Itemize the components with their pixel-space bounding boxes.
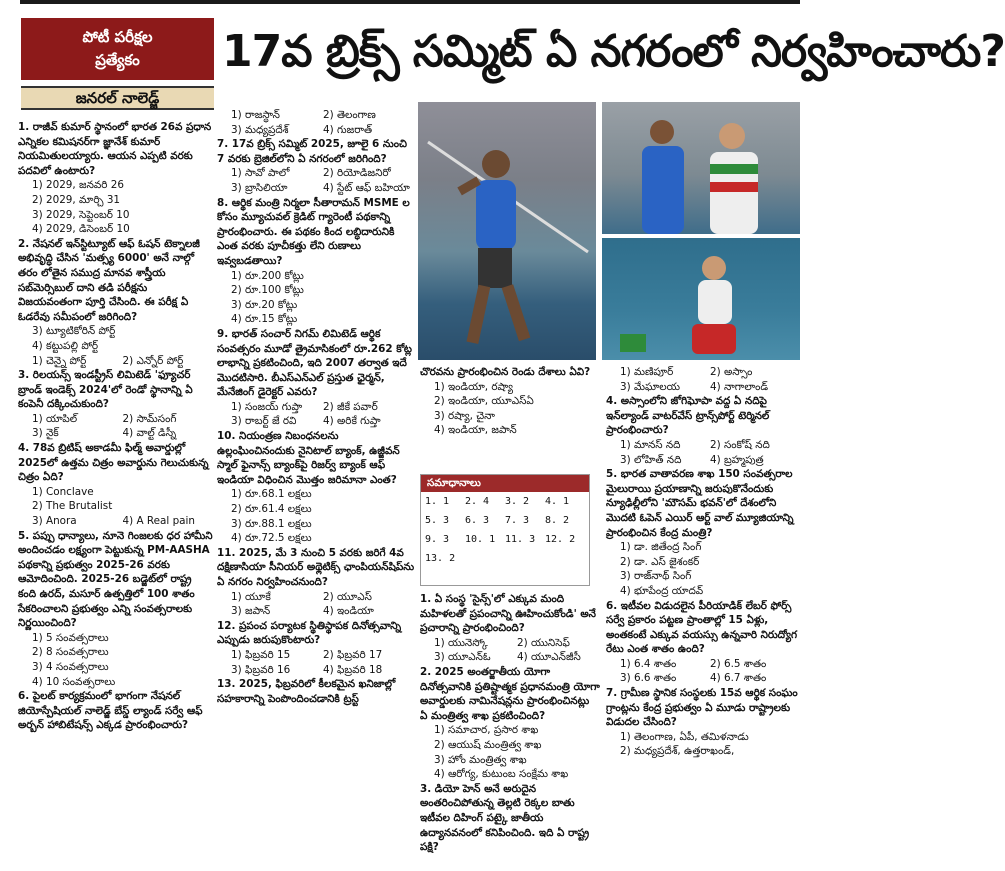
option-text: 4) కట్టుపల్లి పోర్ట్ bbox=[32, 339, 99, 352]
answer-item: 11. 3 bbox=[505, 534, 536, 545]
answer-item: 8. 2 bbox=[545, 515, 570, 526]
athletes-celebration-photo bbox=[602, 102, 800, 234]
option-row bbox=[420, 650, 600, 665]
option-text: 1) సంజయ్ గుప్తా bbox=[231, 400, 303, 413]
question-block bbox=[606, 394, 800, 467]
flag-stripe-shape bbox=[710, 182, 758, 192]
question-text: 9. భారత్ సంచార్ నిగమ్ లిమిటెడ్ ఆర్థిక సంవత్సరం మూడో త్రైమాసికంలో రూ.262 కోట్ల లాభాన్ని ప్రకటించింది, ఇది 2007 తర్వాత ఇదే మొదటిసారి. బీఎస్ఎన్ఎల్ ప్రస్తుత ఛైర్మన్, మేనేజింగ్ డైరెక్టర్ ఎవరు? bbox=[217, 327, 412, 399]
option-text: 1) మణిపూర్ bbox=[620, 366, 674, 378]
option-text: 4) 10 సంవత్సరాలు bbox=[32, 675, 116, 688]
option-row bbox=[217, 166, 415, 181]
option-text: 1) సావో పాలో bbox=[231, 167, 290, 180]
option-row bbox=[18, 514, 213, 529]
option-text: 1) 2029, జనవరి 26 bbox=[32, 179, 124, 192]
answer-item: 13. 2 bbox=[425, 553, 456, 564]
option-text: 4) 6.7 శాతం bbox=[710, 672, 767, 685]
option-row bbox=[217, 604, 415, 619]
option-text: 3) జపాన్ bbox=[231, 605, 271, 618]
option-text: 3) మధ్యప్రదేశ్ bbox=[231, 123, 289, 136]
option-text: 1) Conclave bbox=[32, 485, 94, 498]
option-text: 4) స్టేట్ ఆఫ్ బహియా bbox=[323, 181, 410, 194]
celebration-illustration bbox=[602, 102, 800, 234]
answer-key-heading: సమాధానాలు bbox=[421, 475, 589, 492]
option-text: 2) 2029, మార్చి 31 bbox=[32, 193, 121, 206]
option-text: 4) ఇండియా bbox=[323, 605, 374, 618]
question-block bbox=[420, 782, 600, 855]
section-label: జనరల్ నాలెడ్జ్ bbox=[21, 86, 214, 110]
question-block bbox=[606, 599, 800, 687]
option-text: 2) ఆయుష్ మంత్రిత్వ శాఖ bbox=[434, 738, 542, 751]
question-text: 12. ప్రపంచ పర్యాటక స్థితిస్థాపక దినోత్సవాన్ని ఎప్పుడు జరుపుకొంటారు? bbox=[217, 619, 402, 647]
option-text: 4) A Real pain bbox=[122, 515, 196, 528]
question-block bbox=[217, 196, 415, 327]
question-text: 6. పైలట్ కార్యక్రమంలో భాగంగా నేషనల్ జియోస్పేషియల్ నాలెడ్జ్ బేస్డ్ ల్యాండ్ సర్వే ఆఫ్ అర్బన్ హాబిటేషన్స్ ఎక్కడ ప్రారంభించారు? bbox=[18, 690, 203, 732]
option-text: 4) గుజరాత్ bbox=[323, 123, 373, 136]
question-block bbox=[18, 441, 213, 529]
question-text: 8. ఆర్థిక మంత్రి నిర్మలా సీతారామన్ MSME ల కోసం మ్యూచువల్ క్రెడిట్ గ్యారెంటీ పథకాన్ని ప్రారంభించారు. ఈ పథకం కింద లబ్ధిదారునికి ఎంత వరకు పూచీకత్తు లేని రుణాలు ఇవ్వబడతాయి? bbox=[217, 196, 410, 267]
question-text: 6. ఇటీవల విడుదలైన పీరియాడిక్ లేబర్ ఫోర్స్ సర్వే ప్రకారం పట్టణ ప్రాంతాల్లో 15 ఏళ్లు, అంతకంటే ఎక్కువ వయస్సు ఉన్నవారి నిరుద్యోగ రేటు ఎంత శాతం ఉంది? bbox=[606, 599, 798, 656]
option-text: 3) నైక్ bbox=[32, 427, 59, 440]
option-row bbox=[606, 438, 800, 453]
answer-item: 10. 1 bbox=[465, 534, 496, 545]
option-text: 1) చెన్నై పోర్ట్ bbox=[32, 354, 87, 367]
option-text: 3) బ్రాసిలియా bbox=[231, 181, 288, 194]
option-text: 1) రాజస్థాన్ bbox=[231, 109, 280, 121]
answer-item: 3. 2 bbox=[505, 496, 530, 507]
question-block bbox=[217, 619, 415, 677]
question-block bbox=[606, 365, 800, 394]
question-block bbox=[217, 546, 415, 619]
question-text: 4. 78వ బ్రిటిష్ అకాడమీ ఫిల్మ్ అవార్డుల్లో 2025లో ఉత్తమ చిత్రం అవార్డును గెలుచుకున్న చిత్రం ఏది? bbox=[18, 442, 209, 484]
option-text: 1) 6.4 శాతం bbox=[620, 657, 677, 670]
option-text: 3) 4 సంవత్సరాలు bbox=[32, 660, 109, 673]
question-text: చొరవను ప్రారంభించిన రెండు దేశాలు ఏవి? bbox=[420, 366, 591, 378]
option-text: 4) అరికే గుప్తా bbox=[323, 415, 381, 428]
option-text: 1) యూకే bbox=[231, 590, 271, 603]
option-text: 1) మానస్ నది bbox=[620, 438, 681, 451]
option-text: 2) 6.5 శాతం bbox=[710, 657, 767, 670]
option-text: 3) Anora bbox=[32, 515, 77, 528]
option-text: 4) యూఎన్‌జీసీ bbox=[517, 651, 581, 664]
question-block bbox=[18, 529, 213, 690]
question-block bbox=[217, 108, 415, 137]
option-text: 4) ఇండియా, జపాన్ bbox=[434, 424, 517, 437]
option-text: 2) మధ్యప్రదేశ్, ఉత్తరాఖండ్, bbox=[620, 745, 735, 758]
question-block bbox=[606, 686, 800, 759]
athlete-head-shape bbox=[702, 256, 726, 280]
column-2 bbox=[217, 108, 415, 871]
kneeling-illustration bbox=[602, 238, 800, 360]
option-text: 1) ఇండియా, రష్యా bbox=[434, 380, 514, 393]
question-text: 5. భారత వాతావరణ శాఖ 150 సంవత్సరాల మైలురాయి ప్రయాణాన్ని జరుపుకొనేందుకు న్యూఢిల్లీలోని 'మౌసమ్ భవన్'లో దేశంలోని మొదటి ఓపెన్ ఎయిర్ ఆర్ట్ వాల్ మ్యూజియాన్ని ప్రారంభించిన కేంద్ర మంత్రి? bbox=[606, 468, 794, 539]
question-block bbox=[217, 429, 415, 546]
question-text: 11. 2025, మే 3 నుంచి 5 వరకు జరిగే 4వ దక్షిణాసియా సీనియర్ అథ్లెటిక్స్ ఛాంపియన్‌షిప్‌ను ఏ నగరం నిర్వహించనుంది? bbox=[217, 546, 415, 588]
option-text: 2) ఇండియా, యూఎస్ఏ bbox=[434, 395, 534, 408]
option-text: 3) హోం మంత్రిత్వ శాఖ bbox=[434, 753, 527, 766]
option-text: 2) The Brutalist bbox=[32, 500, 113, 513]
option-text: 4) భూపేంద్ర యాదవ్ bbox=[620, 584, 704, 597]
option-text: 4) రూ.72.5 లక్షలు bbox=[231, 532, 312, 545]
top-rule bbox=[20, 0, 800, 4]
question-text: 13. 2025, ఫిబ్రవరిలో కీలకమైన ఖనిజాల్లో సహకారాన్ని పెంపొందించడానికి ట్రస్ట్ bbox=[217, 678, 396, 705]
answer-item: 7. 3 bbox=[505, 515, 530, 526]
question-text: 1. ఏ సంస్థ 'సైన్స్‌'లో ఎక్కువ మంది మహిళలతో ప్రపంచాన్ని ఊహించుకోండి' అనే ప్రచారాన్ని ప్రారంభించింది? bbox=[420, 593, 596, 635]
option-text: 4) బ్రహ్మపుత్ర bbox=[710, 453, 764, 466]
option-row bbox=[18, 426, 213, 441]
athlete-jersey-shape bbox=[642, 146, 684, 234]
athlete-kneeling-photo bbox=[602, 238, 800, 360]
exam-special-banner bbox=[21, 18, 214, 80]
question-block bbox=[18, 120, 213, 237]
column-3 bbox=[420, 365, 600, 471]
athlete-shorts-shape bbox=[478, 248, 512, 288]
option-row bbox=[18, 354, 213, 369]
question-text: 7. గ్రామీణ స్థానిక సంస్థలకు 15వ ఆర్థిక సంఘం గ్రాంట్లను కేంద్ర ప్రభుత్వం ఏ మూడు రాష్ట్రాలకు విడుదల చేసింది? bbox=[606, 687, 798, 729]
option-text: 1) తెలంగాణ, ఏపీ, తమిళనాడు bbox=[620, 730, 749, 743]
athlete-head-shape bbox=[650, 120, 674, 144]
option-row bbox=[217, 590, 415, 605]
option-text: 3) రాబర్ట్ జే రవి bbox=[231, 415, 297, 428]
javelin-thrower-illustration bbox=[418, 102, 596, 360]
option-row bbox=[217, 648, 415, 663]
athlete-leg-shape bbox=[502, 284, 531, 341]
flag-stripe-shape bbox=[710, 164, 758, 174]
question-block bbox=[420, 365, 600, 438]
athlete-jersey-shape bbox=[476, 180, 516, 250]
question-text: 7. 17వ బ్రిక్స్ సమ్మిట్ 2025, జూలై 6 నుంచి 7 వరకు బ్రెజిల్‌లోని ఏ నగరంలో జరిగింది? bbox=[217, 138, 407, 165]
option-text: 1) 5 సంవత్సరాలు bbox=[32, 631, 109, 644]
question-text: 4. అస్సాంలోని జోగిఘోపా వద్ద ఏ నదిపై ఇన్‌ల్యాండ్ వాటర్‌వేస్ ట్రాన్స్‌పోర్ట్ టెర్మినల్ ప్రారంభించారు? bbox=[606, 395, 770, 437]
option-row bbox=[18, 412, 213, 427]
option-text: 2) జీకే పవార్ bbox=[323, 400, 378, 413]
option-text: 3) రూ.20 కోట్లు bbox=[231, 298, 298, 311]
answer-item: 5. 3 bbox=[425, 515, 450, 526]
option-text: 3) రష్యా, చైనా bbox=[434, 409, 495, 422]
option-text: 2) ఎన్నోర్ పోర్ట్ bbox=[122, 354, 184, 367]
option-row bbox=[217, 663, 415, 678]
question-block bbox=[420, 592, 600, 665]
option-text: 4) వాల్ట్ డిస్నీ bbox=[122, 427, 177, 440]
answer-item: 4. 1 bbox=[545, 496, 570, 507]
column-4 bbox=[420, 592, 600, 871]
option-row bbox=[420, 636, 600, 651]
question-block bbox=[18, 237, 213, 368]
option-text: 2) రూ.61.4 లక్షలు bbox=[231, 503, 312, 516]
javelin-thrower-photo bbox=[418, 102, 596, 360]
option-text: 3) ఫిబ్రవరి 16 bbox=[231, 663, 291, 676]
athlete-head-shape bbox=[719, 123, 745, 149]
athlete-jersey-shape bbox=[698, 280, 732, 324]
option-text: 3) రాజ్‌నాథ్ సింగ్ bbox=[620, 570, 692, 583]
question-block bbox=[217, 677, 415, 706]
question-block bbox=[217, 327, 415, 429]
question-block bbox=[18, 689, 213, 733]
answer-item: 12. 2 bbox=[545, 534, 576, 545]
page-title: 17వ బ్రిక్స్ సమ్మిట్ ఏ నగరంలో నిర్వహించారు? bbox=[222, 26, 1005, 77]
banner-line-2: ప్రత్యేకం bbox=[95, 51, 140, 69]
flag-shape bbox=[620, 334, 646, 352]
banner-line-1: పోటీ పరీక్షల bbox=[82, 28, 153, 46]
option-text: 1) యునెస్కో bbox=[434, 636, 488, 649]
answer-item: 9. 3 bbox=[425, 534, 450, 545]
option-text: 3) ట్యూటికోరిన్ పోర్ట్ bbox=[32, 325, 116, 338]
answer-item: 2. 4 bbox=[465, 496, 490, 507]
option-text: 2) ఫిబ్రవరి 17 bbox=[323, 648, 383, 661]
athlete-head-shape bbox=[482, 150, 510, 178]
option-text: 2) సామ్‌సంగ్ bbox=[122, 412, 177, 425]
option-text: 4) 2029, డిసెంబర్ 10 bbox=[32, 223, 130, 236]
option-text: 2) యునిసెఫ్ bbox=[517, 636, 570, 649]
option-row bbox=[606, 657, 800, 672]
option-text: 2) యూఎస్ bbox=[323, 590, 372, 603]
option-text: 1) డా. జితేంద్ర సింగ్ bbox=[620, 541, 702, 554]
question-text: 3. డియో హెన్ అనే అరుదైన అంతరించిపోతున్న తెల్లటి రెక్కల బాతు ఇటీవల దిహింగ్ పట్కై జాతీయ ఉద్యానవనంలో కనిపించింది. ఇది ఏ రాష్ట్ర పక్షి? bbox=[420, 782, 590, 854]
option-text: 1) ఫిబ్రవరి 15 bbox=[231, 648, 291, 661]
answer-item: 6. 3 bbox=[465, 515, 490, 526]
option-text: 4) ఆరోగ్య, కుటుంబ సంక్షేమ శాఖ bbox=[434, 768, 569, 781]
question-text: 3. రిలయన్స్ ఇండస్ట్రీస్ లిమిటెడ్ 'ఫ్యూచర్ బ్రాండ్ ఇండెక్స్ 2024'లో రెండో స్థానాన్ని ఏ కంపెనీ దక్కించుకుంది? bbox=[18, 369, 193, 411]
option-text: 2) సంకోష్ నది bbox=[710, 438, 770, 451]
flag-shape bbox=[692, 324, 736, 354]
answer-item: 1. 1 bbox=[425, 496, 450, 507]
column-5 bbox=[606, 365, 800, 871]
question-text: 5. పప్పు ధాన్యాలు, నూనె గింజలకు ధర హామీని అందించడం లక్ష్యంగా పెట్టుకున్న PM-AASHA పథకాన్ని ప్రభుత్వం 2025-26 వరకు ఆమోదించింది. 2025-26 బడ్జెట్‌లో రాష్ట్ర కంది ఉరద్, మసూర్ ఉత్పత్తిలో 100 శాతం సేకరించాలని ప్రభుత్వం ఎన్ని సంవత్సరాలకు నిర్ణయించింది? bbox=[18, 529, 213, 630]
option-text: 2) 8 సంవత్సరాలు bbox=[32, 646, 109, 659]
option-text: 3) 2029, సెప్టెంబర్ 10 bbox=[32, 208, 130, 221]
option-text: 4) రూ.15 కోట్లు bbox=[231, 313, 298, 326]
option-text: 3) రూ.88.1 లక్షలు bbox=[231, 517, 312, 530]
option-row bbox=[606, 380, 800, 395]
option-text: 1) రూ.200 కోట్లు bbox=[231, 269, 304, 282]
option-text: 3) 6.6 శాతం bbox=[620, 672, 677, 685]
option-row bbox=[217, 123, 415, 138]
option-row bbox=[217, 181, 415, 196]
option-row bbox=[606, 365, 800, 380]
athlete-leg-shape bbox=[466, 285, 490, 344]
option-text: 2) డా. ఎస్ జైశంకర్ bbox=[620, 555, 700, 568]
option-text: 2) తెలంగాణ bbox=[323, 109, 376, 121]
question-block bbox=[217, 137, 415, 195]
option-text: 3) యూఎన్‌ఓ bbox=[434, 651, 491, 664]
question-block bbox=[606, 467, 800, 598]
option-row bbox=[217, 414, 415, 429]
option-text: 4) ఫిబ్రవరి 18 bbox=[323, 663, 383, 676]
question-text: 2. 2025 అంతర్జాతీయ యోగా దినోత్సవానికి ప్రతిష్టాత్మక ప్రధానమంత్రి యోగా అవార్డులకు నామినేషన్లను ప్రారంభించినట్లు ఏ మంత్రిత్వ శాఖ ప్రకటించింది? bbox=[420, 665, 600, 722]
option-text: 3) మేఘాలయ bbox=[620, 380, 681, 393]
question-text: 1. రాజీవ్ కుమార్ స్థానంలో భారత 26వ ప్రధాన ఎన్నికల కమిషనర్‌గా జ్ఞానేశ్ కుమార్ నియమితులయ్యారు. ఆయన ఎప్పటి వరకు పదవిలో ఉంటారు? bbox=[18, 121, 212, 177]
option-text: 2) రూ.100 కోట్లు bbox=[231, 284, 304, 297]
option-text: 1) యాపిల్ bbox=[32, 412, 78, 425]
option-text: 2) అస్సాం bbox=[710, 366, 753, 378]
option-text: 2) రియోడిజనిరో bbox=[323, 167, 391, 180]
answer-key-box bbox=[420, 474, 590, 586]
question-text: 10. నియంత్రణ నిబంధనలను ఉల్లంఘించినందుకు నైనిటాల్ బ్యాంక్, ఉజ్జీవన్ స్మాల్ ఫైనాన్స్ బ్యాంక్‌పై రిజర్వ్ బ్యాంక్ ఆఫ్ ఇండియా విధించిన మొత్తం జరిమానా ఎంత? bbox=[217, 430, 400, 486]
option-row bbox=[217, 400, 415, 415]
question-text: 2. నేషనల్ ఇన్‌స్టిట్యూట్ ఆఫ్ ఓషన్ టెక్నాలజీ అభివృద్ధి చేసిన 'మత్స్య 6000' అనే నాల్గో తరం లోతైన సముద్ర మానవ శాస్త్రీయ సబ్‌మెర్సిబుల్ దాని తడి పరీక్షను విజయవంతంగా పూర్తి చేసింది. ఈ పరీక్ష ఏ ఓడరేవు సమీపంలో జరిగింది? bbox=[18, 237, 200, 323]
option-row bbox=[606, 453, 800, 468]
option-row bbox=[217, 108, 415, 123]
question-block bbox=[18, 368, 213, 441]
answer-key-grid bbox=[421, 492, 589, 564]
option-row bbox=[606, 671, 800, 686]
option-text: 3) లోహిత్ నది bbox=[620, 453, 682, 466]
option-text: 4) నాగాలాండ్ bbox=[710, 380, 769, 393]
question-block bbox=[420, 665, 600, 782]
option-text: 1) సమాచార, ప్రసార శాఖ bbox=[434, 724, 539, 737]
column-1 bbox=[18, 120, 213, 871]
option-text: 1) రూ.68.1 లక్షలు bbox=[231, 488, 312, 501]
